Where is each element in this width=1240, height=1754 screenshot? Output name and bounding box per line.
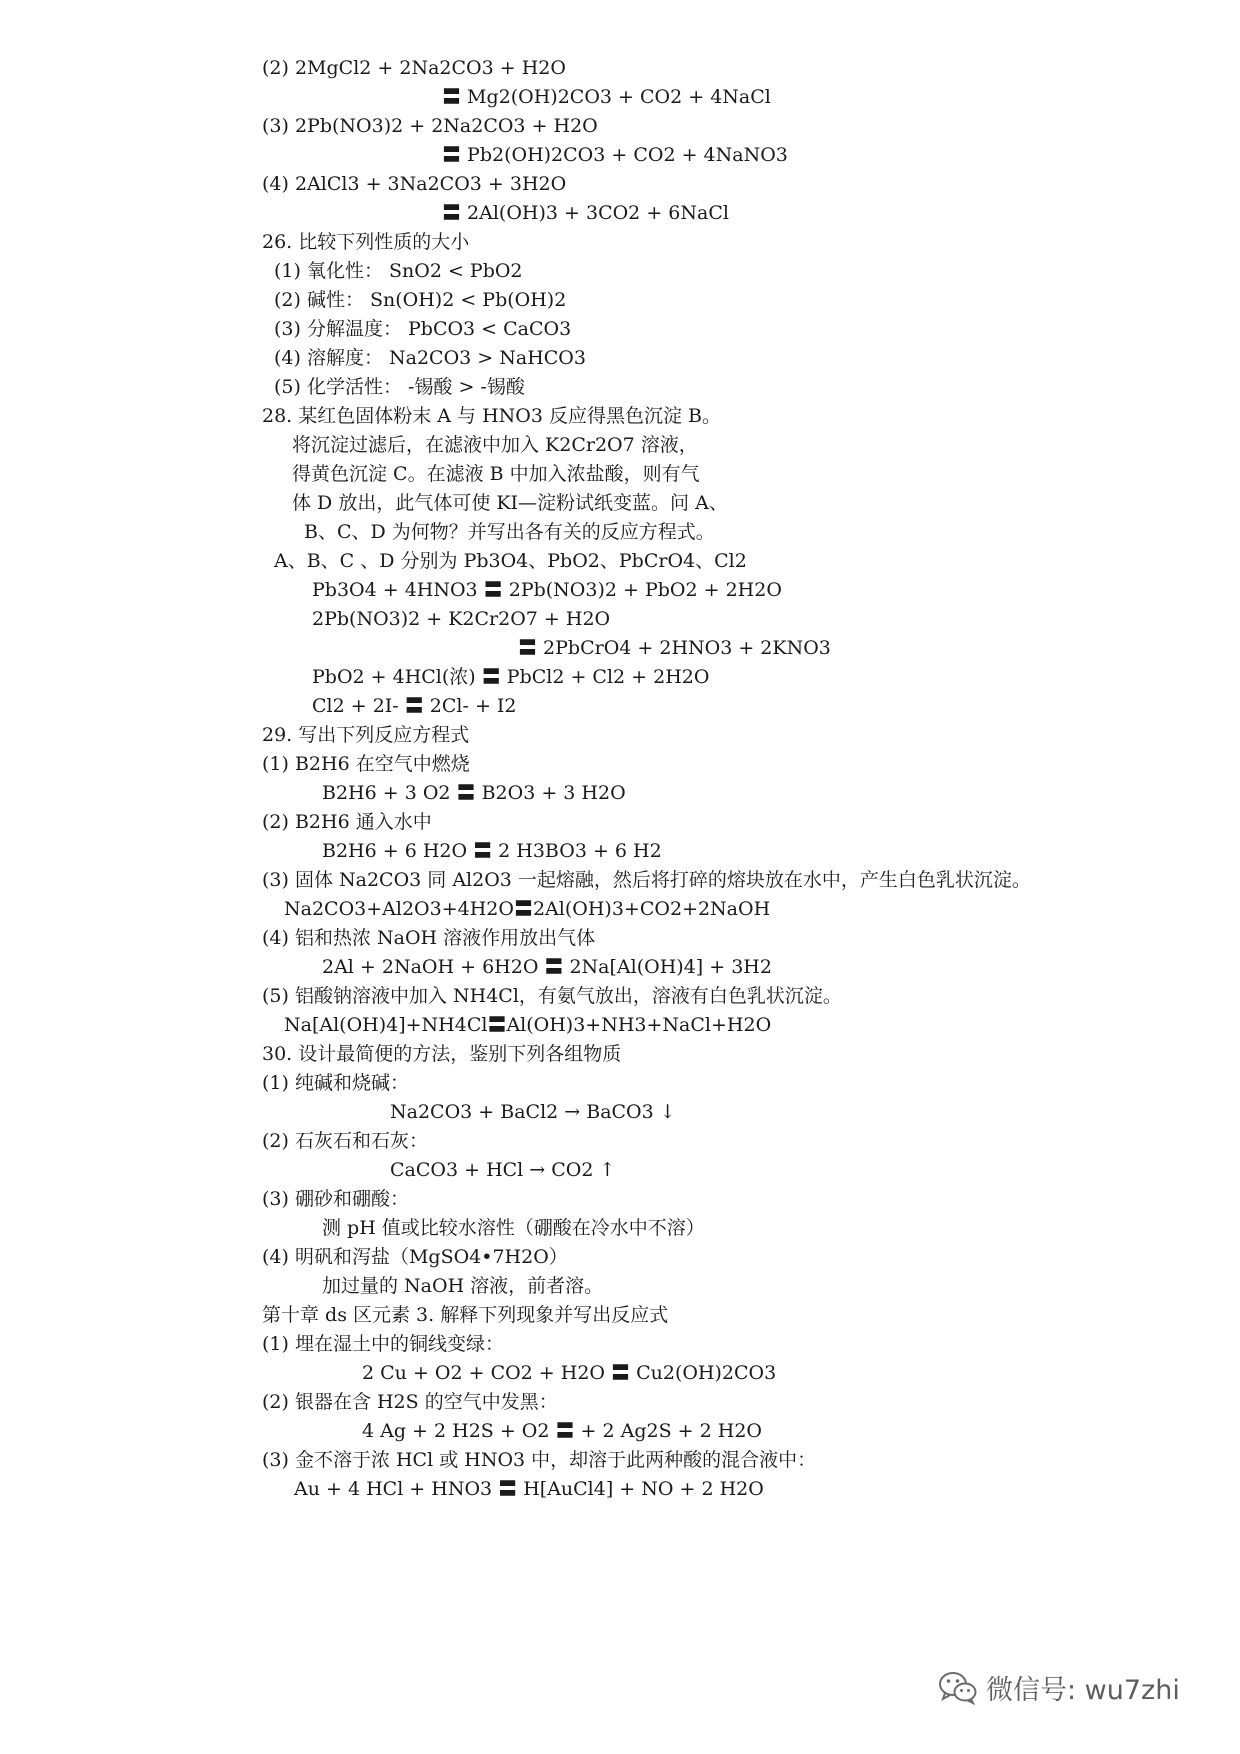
text-line: (3) 硼砂和硼酸： bbox=[262, 1188, 409, 1210]
text-line: 28. 某红色固体粉末 A 与 HNO3 反应得黑色沉淀 B。 bbox=[262, 405, 721, 427]
text-line: 体 D 放出，此气体可使 KI—淀粉试纸变蓝。问 A、 bbox=[292, 492, 728, 514]
text-line: Na2CO3+Al2O3+4H2O〓2Al(OH)3+CO2+2NaOH bbox=[284, 898, 771, 920]
text-line: 〓 2Al(OH)3 + 3CO2 + 6NaCl bbox=[442, 202, 729, 224]
text-line: PbO2 + 4HCl(浓) 〓 PbCl2 + Cl2 + 2H2O bbox=[312, 666, 710, 688]
text-line: (2) 2MgCl2 + 2Na2CO3 + H2O bbox=[262, 57, 566, 79]
text-line: 26. 比较下列性质的大小 bbox=[262, 231, 470, 253]
watermark bbox=[938, 1668, 1180, 1707]
text-line: B2H6 + 6 H2O 〓 2 H3BO3 + 6 H2 bbox=[322, 840, 662, 862]
text-line: 测 pH 值或比较水溶性（硼酸在冷水中不溶） bbox=[322, 1217, 705, 1239]
text-line: (5) 化学活性： -锡酸 > -锡酸 bbox=[274, 376, 525, 398]
watermark-text: 微信号: wu7zhi bbox=[986, 1675, 1180, 1706]
text-line: (1) 埋在湿土中的铜线变绿： bbox=[262, 1333, 504, 1355]
text-line: (4) 明矾和泻盐（MgSO4•7H2O） bbox=[262, 1246, 568, 1268]
text-line: 得黄色沉淀 C。在滤液 B 中加入浓盐酸，则有气 bbox=[292, 463, 700, 485]
text-line: 加过量的 NaOH 溶液，前者溶。 bbox=[322, 1275, 604, 1297]
text-line: 〓 Mg2(OH)2CO3 + CO2 + 4NaCl bbox=[442, 86, 771, 108]
text-line: (2) 石灰石和石灰： bbox=[262, 1130, 428, 1152]
text-line: (4) 2AlCl3 + 3Na2CO3 + 3H2O bbox=[262, 173, 567, 195]
text-line: (1) 氧化性： SnO2 < PbO2 bbox=[274, 260, 523, 282]
text-line: (3) 金不溶于浓 HCl 或 HNO3 中，却溶于此两种酸的混合液中： bbox=[262, 1449, 817, 1471]
text-line: Pb3O4 + 4HNO3 〓 2Pb(NO3)2 + PbO2 + 2H2O bbox=[312, 579, 782, 601]
text-line: 2 Cu + O2 + CO2 + H2O 〓 Cu2(OH)2CO3 bbox=[362, 1362, 777, 1384]
text-line: (3) 固体 Na2CO3 同 Al2O3 一起熔融，然后将打碎的熔块放在水中，产生白色乳状沉淀。 bbox=[262, 869, 1031, 891]
text-line: 2Pb(NO3)2 + K2Cr2O7 + H2O bbox=[312, 608, 611, 630]
text-line: (1) 纯碱和烧碱： bbox=[262, 1072, 409, 1094]
text-line: (1) B2H6 在空气中燃烧 bbox=[262, 753, 470, 775]
text-line: (4) 铝和热浓 NaOH 溶液作用放出气体 bbox=[262, 927, 596, 949]
text-line: 29. 写出下列反应方程式 bbox=[262, 724, 470, 746]
text-line: A、B、C 、D 分别为 Pb3O4、PbO2、PbCrO4、Cl2 bbox=[274, 550, 747, 572]
text-line: 2Al + 2NaOH + 6H2O 〓 2Na[Al(OH)4] + 3H2 bbox=[322, 956, 772, 978]
text-line: Na[Al(OH)4]+NH4Cl〓Al(OH)3+NH3+NaCl+H2O bbox=[284, 1014, 772, 1036]
text-line: 30. 设计最简便的方法，鉴别下列各组物质 bbox=[262, 1043, 622, 1065]
text-line: Cl2 + 2I- 〓 2Cl- + I2 bbox=[312, 695, 517, 717]
text-line: (2) 碱性： Sn(OH)2 < Pb(OH)2 bbox=[274, 289, 567, 311]
wechat-icon bbox=[938, 1671, 978, 1705]
text-line: Na2CO3 + BaCl2 → BaCO3 ↓ bbox=[390, 1101, 676, 1123]
text-line: 〓 Pb2(OH)2CO3 + CO2 + 4NaNO3 bbox=[442, 144, 788, 166]
text-line: 将沉淀过滤后，在滤液中加入 K2Cr2O7 溶液， bbox=[292, 434, 698, 456]
text-line: (2) B2H6 通入水中 bbox=[262, 811, 432, 833]
text-line: 〓 2PbCrO4 + 2HNO3 + 2KNO3 bbox=[518, 637, 831, 659]
text-line: CaCO3 + HCl → CO2 ↑ bbox=[390, 1159, 616, 1181]
text-line: (4) 溶解度： Na2CO3 > NaHCO3 bbox=[274, 347, 586, 369]
text-line: Au + 4 HCl + HNO3 〓 H[AuCl4] + NO + 2 H2O bbox=[294, 1478, 764, 1500]
text-line: 第十章 ds 区元素 3. 解释下列现象并写出反应式 bbox=[262, 1304, 669, 1326]
text-line: 4 Ag + 2 H2S + O2 〓 + 2 Ag2S + 2 H2O bbox=[362, 1420, 762, 1442]
text-line: (2) 银器在含 H2S 的空气中发黑： bbox=[262, 1391, 558, 1413]
text-line: (5) 铝酸钠溶液中加入 NH4Cl，有氨气放出，溶液有白色乳状沉淀。 bbox=[262, 985, 842, 1007]
text-line: (3) 分解温度： PbCO3 < CaCO3 bbox=[274, 318, 572, 340]
text-line: B、C、D 为何物？并写出各有关的反应方程式。 bbox=[304, 521, 715, 543]
text-line: (3) 2Pb(NO3)2 + 2Na2CO3 + H2O bbox=[262, 115, 598, 137]
text-line: B2H6 + 3 O2 〓 B2O3 + 3 H2O bbox=[322, 782, 626, 804]
